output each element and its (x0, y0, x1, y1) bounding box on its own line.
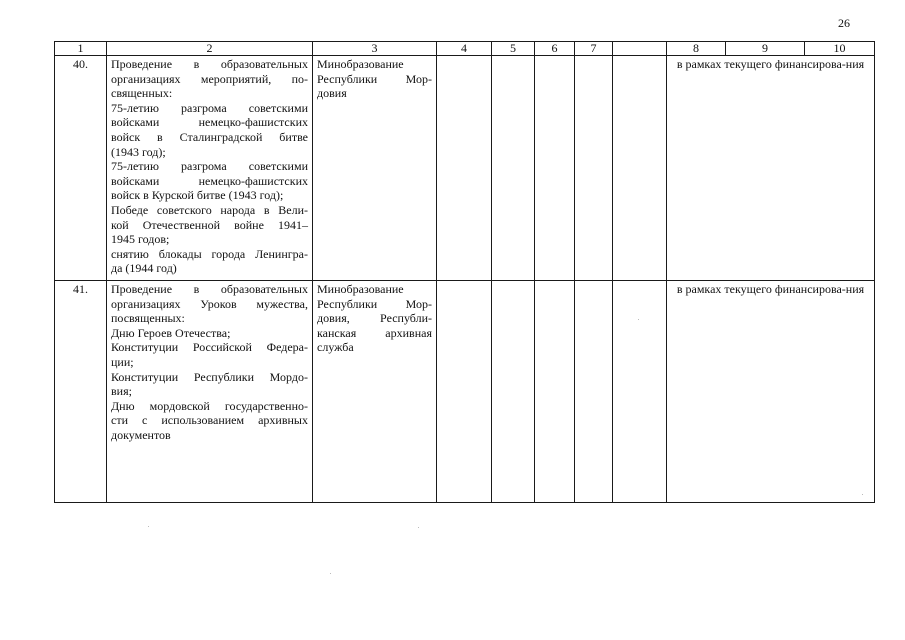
activities-table (54, 41, 875, 503)
description-line: посвященных: (111, 311, 185, 326)
description-line: сти с использованием архивных (111, 413, 308, 428)
column-header: 2 (107, 42, 313, 56)
description-line: 1945 годов; (111, 232, 170, 247)
description-line: Проведение в образовательных (111, 282, 308, 296)
description-line: ции; (111, 354, 134, 369)
empty-cell (492, 56, 535, 281)
empty-cell (437, 281, 492, 503)
responsible-line: Республики Мор- (317, 296, 432, 311)
description-line: снятию блокады города Ленингра- (111, 246, 308, 261)
empty-cell (575, 56, 613, 281)
column-header: 7 (575, 42, 613, 56)
funding-note: в рамках текущего финансирова-ния (667, 56, 875, 281)
row-number: 41. (55, 281, 107, 503)
description-line: документов (111, 427, 171, 442)
description-line: войсками немецко-фашистских (111, 173, 308, 188)
page-number: 26 (838, 16, 850, 30)
column-header-blank (613, 42, 667, 56)
description-line: войск в Курской битве (1943 год); (111, 188, 284, 203)
description-line: Конституции Российской Федера- (111, 340, 308, 355)
empty-cell (613, 56, 667, 281)
empty-cell (535, 281, 575, 503)
responsible-line: Минобразование (317, 282, 404, 296)
responsible-line: Минобразование (317, 57, 404, 71)
table-row (55, 56, 875, 281)
description-line: кой Отечественной войне 1941– (111, 217, 308, 232)
scan-speck (330, 573, 331, 574)
description-line: организациях мероприятий, по- (111, 71, 308, 86)
empty-cell (492, 281, 535, 503)
activity-description (107, 281, 313, 503)
description-line: да (1944 год) (111, 261, 177, 276)
description-line: Проведение в образовательных (111, 57, 308, 71)
empty-cell (575, 281, 613, 503)
responsible-organization (313, 56, 437, 281)
funding-note: в рамках текущего финансирова-ния (667, 281, 875, 503)
responsible-line: Республики Мор- (317, 71, 432, 86)
description-line: организациях Уроков мужества, (111, 296, 308, 311)
responsible-line: довия (317, 86, 347, 101)
scan-speck (148, 526, 149, 527)
description-line: (1943 год); (111, 144, 166, 159)
responsible-line: довия, Республи- (317, 311, 432, 326)
responsible-line: канская архивная (317, 325, 432, 340)
description-line: войсками немецко-фашистских (111, 115, 308, 130)
description-line: Конституции Республики Мордо- (111, 369, 308, 384)
empty-cell (535, 56, 575, 281)
description-line: войск в Сталинградской битве (111, 129, 308, 144)
row-number: 40. (55, 56, 107, 281)
description-line: вия; (111, 384, 132, 399)
column-header: 10 (805, 42, 875, 56)
description-line: священных: (111, 86, 173, 101)
column-header: 8 (667, 42, 726, 56)
empty-cell (437, 56, 492, 281)
responsible-line: служба (317, 340, 354, 355)
description-line: Победе советского народа в Вели- (111, 202, 308, 217)
scan-speck (862, 494, 863, 495)
column-header: 6 (535, 42, 575, 56)
responsible-organization (313, 281, 437, 503)
table-row (55, 281, 875, 503)
column-header: 1 (55, 42, 107, 56)
description-line: 75-летию разгрома советскими (111, 100, 308, 115)
description-line: 75-летию разгрома советскими (111, 159, 308, 174)
column-header: 5 (492, 42, 535, 56)
column-header: 3 (313, 42, 437, 56)
scan-speck (418, 527, 419, 528)
scan-speck (638, 319, 639, 320)
activity-description (107, 56, 313, 281)
empty-cell (613, 281, 667, 503)
column-header: 9 (726, 42, 805, 56)
column-header: 4 (437, 42, 492, 56)
column-number-header-row (55, 42, 875, 56)
description-line: Дню Героев Отечества; (111, 325, 231, 340)
description-line: Дню мордовской государственно- (111, 398, 308, 413)
